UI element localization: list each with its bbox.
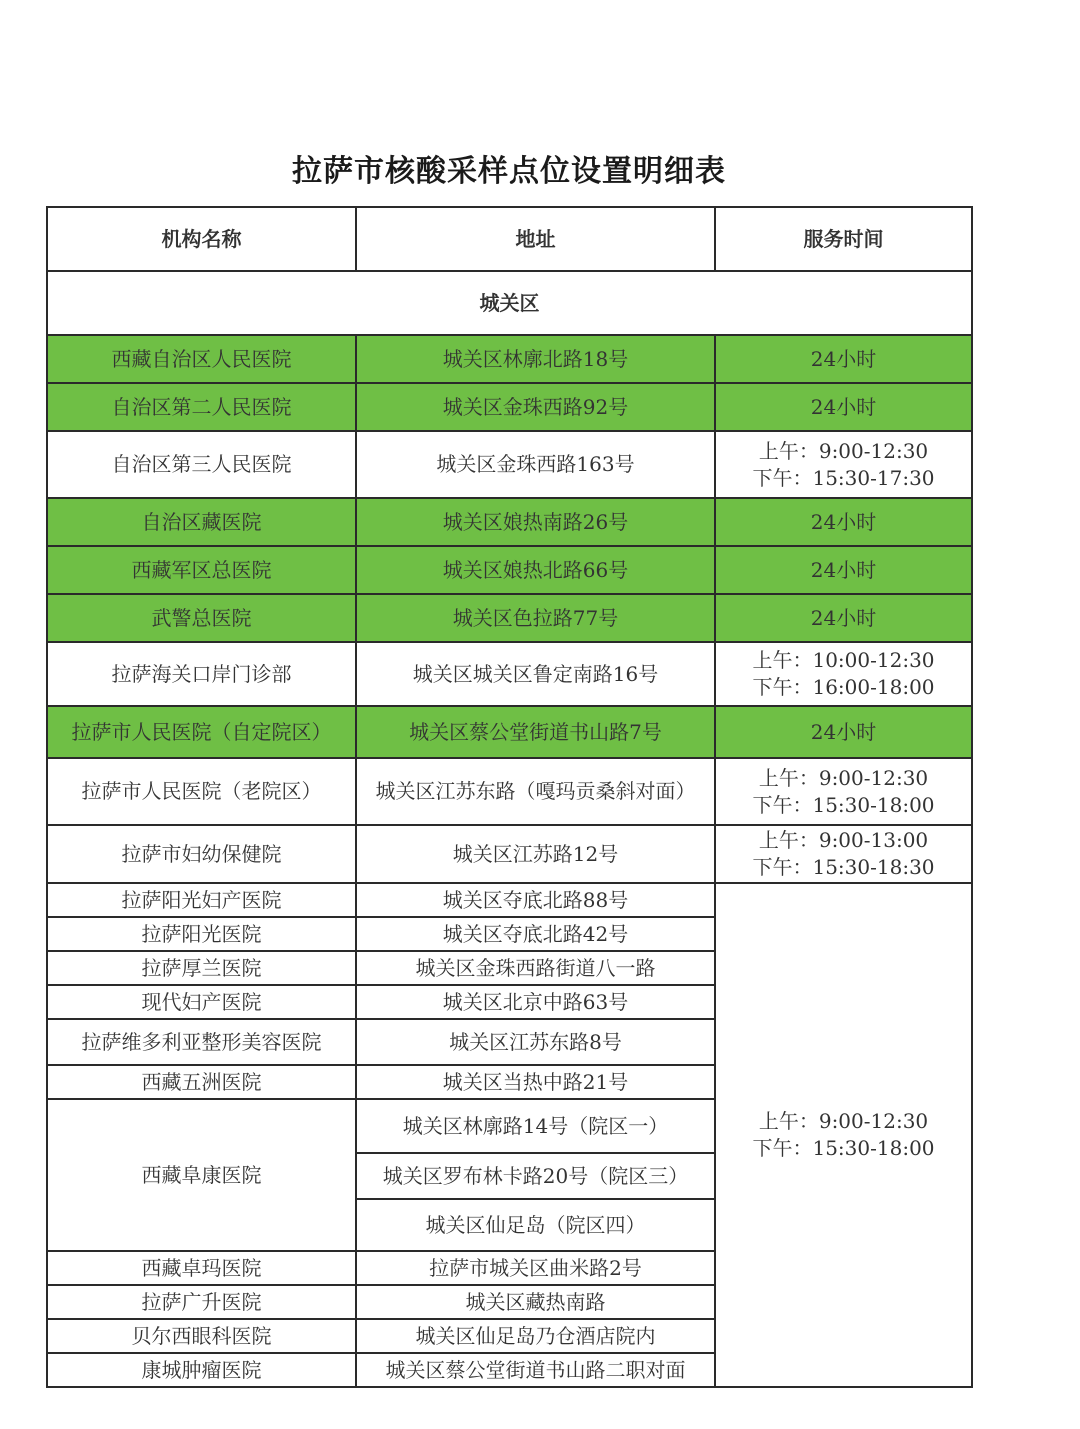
site-address: 城关区罗布林卡路20号（院区三）: [356, 1153, 715, 1199]
site-time: [715, 642, 972, 706]
table-row: [47, 758, 972, 825]
column-header-name: 机构名称: [47, 207, 356, 271]
morning-hours: 上午：9:00-12:30: [758, 438, 929, 463]
site-address: 城关区金珠西路街道八一路: [356, 951, 715, 985]
site-name: 西藏阜康医院: [47, 1099, 356, 1251]
site-name: 拉萨厚兰医院: [47, 951, 356, 985]
column-header-time: 服务时间: [715, 207, 972, 271]
district-row: [47, 271, 972, 335]
site-address: 城关区娘热北路66号: [356, 546, 715, 594]
site-time: [715, 431, 972, 498]
table-row: [47, 825, 972, 883]
district-label: 城关区: [47, 271, 972, 335]
site-address: 城关区北京中路63号: [356, 985, 715, 1019]
table-row: [47, 594, 972, 642]
site-address: 城关区林廓北路18号: [356, 335, 715, 383]
site-address: 城关区色拉路77号: [356, 594, 715, 642]
table-row: [47, 642, 972, 706]
site-name: 贝尔西眼科医院: [47, 1319, 356, 1353]
site-name: 自治区第三人民医院: [47, 431, 356, 498]
site-address: 城关区藏热南路: [356, 1285, 715, 1319]
afternoon-hours: 下午：15:30-18:00: [752, 792, 935, 817]
site-name: 拉萨市人民医院（自定院区）: [47, 706, 356, 758]
table-row: [47, 706, 972, 758]
site-address: 城关区蔡公堂街道书山路二职对面: [356, 1353, 715, 1387]
table-row: [47, 546, 972, 594]
site-name: 拉萨市人民医院（老院区）: [47, 758, 356, 825]
site-time: 24小时: [715, 498, 972, 546]
table-row: [47, 883, 972, 917]
site-name: 现代妇产医院: [47, 985, 356, 1019]
afternoon-hours: 下午：15:30-18:00: [752, 1136, 935, 1160]
table-row: [47, 431, 972, 498]
site-name: 拉萨海关口岸门诊部: [47, 642, 356, 706]
morning-hours: 上午：9:00-12:30: [758, 765, 929, 790]
site-address: 城关区娘热南路26号: [356, 498, 715, 546]
table-row: [47, 335, 972, 383]
site-name: 拉萨阳光医院: [47, 917, 356, 951]
site-address: 城关区城关区鲁定南路16号: [356, 642, 715, 706]
morning-hours: 上午：9:00-12:30: [758, 1109, 929, 1133]
page-title: 拉萨市核酸采样点位设置明细表: [292, 154, 726, 189]
site-time: 24小时: [715, 546, 972, 594]
site-address: 城关区江苏东路（嘎玛贡桑斜对面）: [356, 758, 715, 825]
site-name: 拉萨市妇幼保健院: [47, 825, 356, 883]
site-time: 24小时: [715, 594, 972, 642]
site-address: 城关区蔡公堂街道书山路7号: [356, 706, 715, 758]
site-address: 城关区当热中路21号: [356, 1065, 715, 1099]
site-address: 城关区金珠西路163号: [356, 431, 715, 498]
site-time: [715, 758, 972, 825]
site-address: 城关区金珠西路92号: [356, 383, 715, 431]
afternoon-hours: 下午：15:30-17:30: [752, 465, 935, 490]
afternoon-hours: 下午：15:30-18:30: [752, 855, 935, 879]
morning-hours: 上午：9:00-13:00: [758, 828, 929, 852]
site-address: 城关区江苏路12号: [356, 825, 715, 883]
site-address: 城关区林廓路14号（院区一）: [356, 1099, 715, 1153]
site-name: 自治区藏医院: [47, 498, 356, 546]
site-address: 城关区夺底北路88号: [356, 883, 715, 917]
morning-hours: 上午：10:00-12:30: [752, 648, 935, 672]
site-address: 城关区仙足岛乃仓酒店院内: [356, 1319, 715, 1353]
site-name: 西藏五洲医院: [47, 1065, 356, 1099]
site-address: 城关区夺底北路42号: [356, 917, 715, 951]
header-row: [47, 207, 972, 271]
site-time: 24小时: [715, 706, 972, 758]
column-header-address: 地址: [356, 207, 715, 271]
table-row: [47, 498, 972, 546]
site-name: 拉萨维多利亚整形美容医院: [47, 1019, 356, 1065]
site-time: 24小时: [715, 335, 972, 383]
site-name: 自治区第二人民医院: [47, 383, 356, 431]
site-time: [715, 825, 972, 883]
site-name: 武警总医院: [47, 594, 356, 642]
site-address: 城关区江苏东路8号: [356, 1019, 715, 1065]
afternoon-hours: 下午：16:00-18:00: [752, 675, 935, 699]
site-address: 城关区仙足岛（院区四）: [356, 1199, 715, 1251]
site-address: 拉萨市城关区曲米路2号: [356, 1251, 715, 1285]
site-time: 24小时: [715, 383, 972, 431]
site-name: 西藏卓玛医院: [47, 1251, 356, 1285]
site-name: 拉萨广升医院: [47, 1285, 356, 1319]
shared-time: [715, 883, 972, 1387]
sampling-sites-table: [46, 206, 973, 1388]
table-row: [47, 383, 972, 431]
site-name: 西藏军区总医院: [47, 546, 356, 594]
site-name: 康城肿瘤医院: [47, 1353, 356, 1387]
site-name: 拉萨阳光妇产医院: [47, 883, 356, 917]
site-name: 西藏自治区人民医院: [47, 335, 356, 383]
